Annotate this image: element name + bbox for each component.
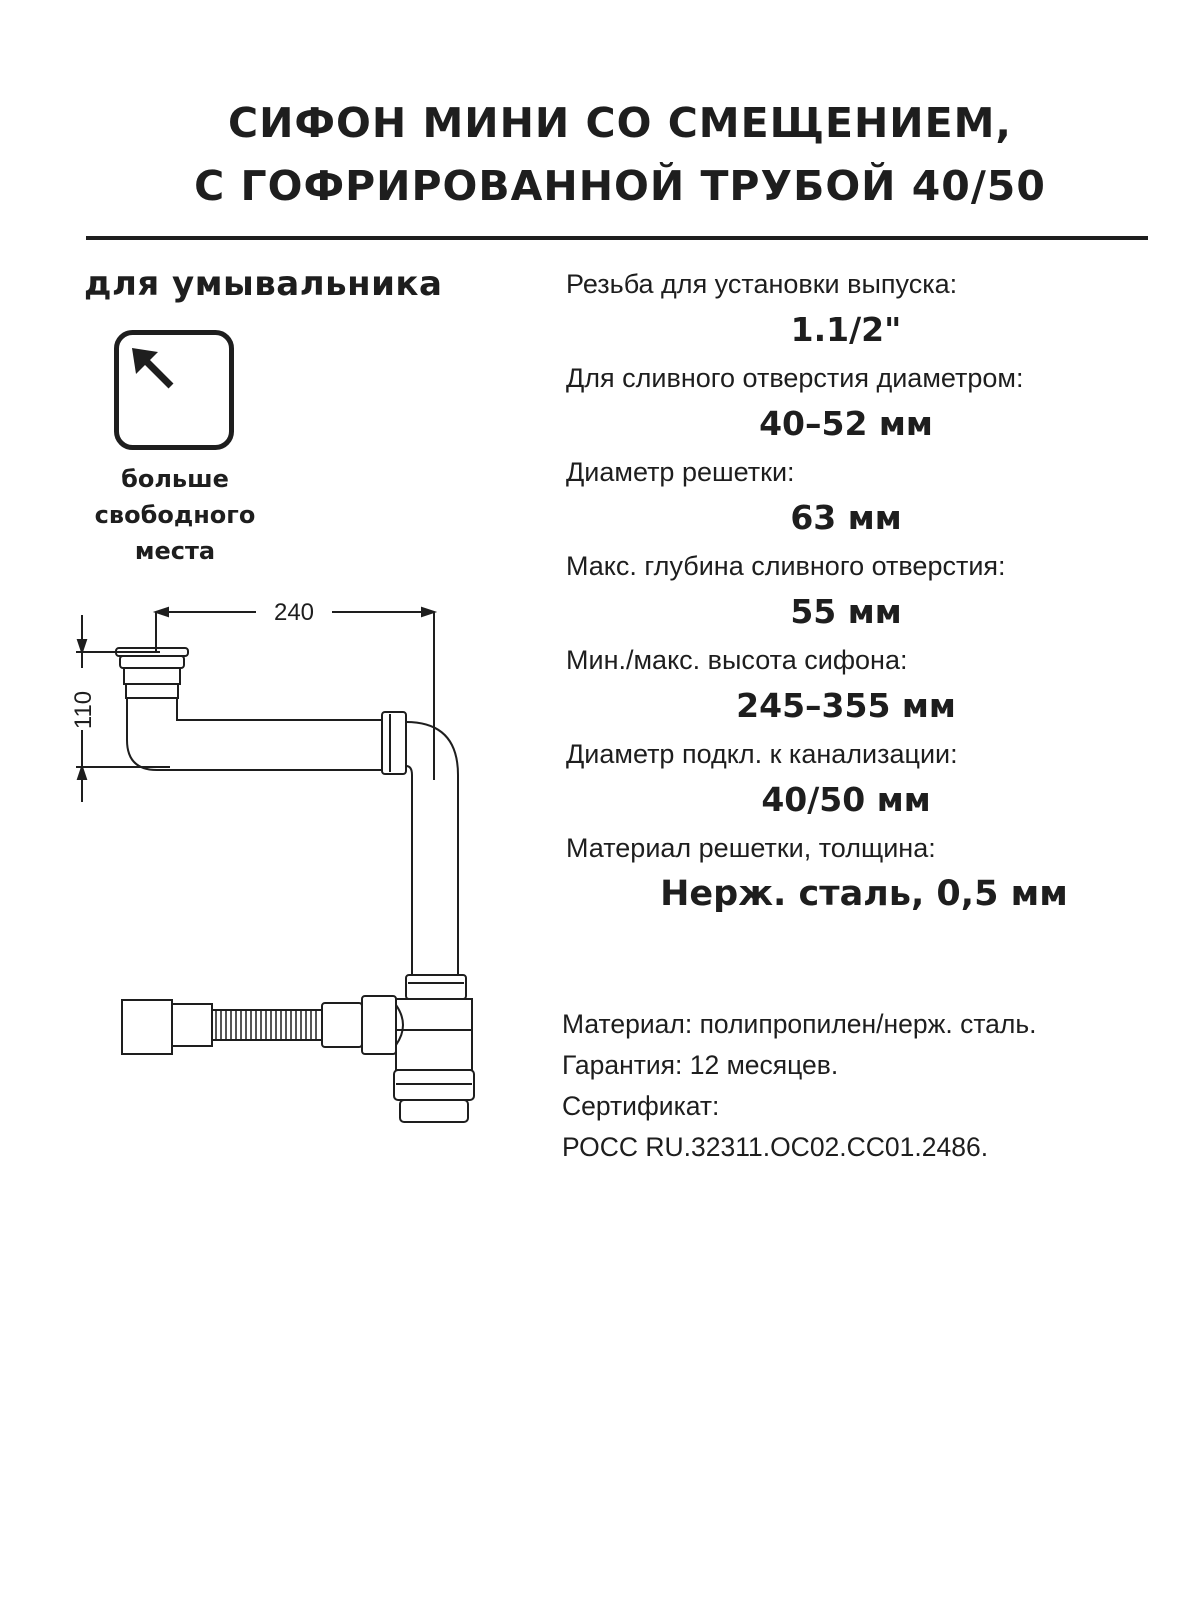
height-dimension-label: 110	[70, 690, 97, 730]
arrow-up-left-icon	[114, 330, 234, 450]
spec-label: Мин./макс. высота сифона:	[566, 645, 908, 675]
badge-caption-line-1: больше	[121, 465, 229, 493]
badge-caption-line-3: места	[134, 537, 216, 565]
spec-value: 63 мм	[790, 498, 902, 537]
certificate-label: Сертификат:	[562, 1091, 720, 1121]
spec-label: Диаметр подкл. к канализации:	[566, 739, 958, 769]
spec-value: 245–355 мм	[736, 686, 956, 725]
width-dimension-label: 240	[273, 599, 315, 626]
spec-label: Диаметр решетки:	[566, 457, 795, 487]
spec-value: 1.1/2"	[790, 310, 902, 349]
product-info	[562, 1004, 1182, 1168]
spec-value: 40–52 мм	[759, 404, 933, 443]
spec-value: 40/50 мм	[761, 780, 931, 819]
spec-list	[566, 264, 1176, 922]
spec-item	[566, 640, 1176, 734]
spec-item	[566, 452, 1176, 546]
spec-label: Материал решетки, толщина:	[566, 833, 936, 863]
title-divider	[86, 236, 1148, 240]
badge-caption	[60, 461, 290, 569]
spec-label: Для сливного отверстия диаметром:	[566, 363, 1024, 393]
title-line-2: С ГОФРИРОВАННОЙ ТРУБОЙ 40/50	[194, 162, 1046, 210]
spec-item	[566, 546, 1176, 640]
title-line-1: СИФОН МИНИ СО СМЕЩЕНИЕМ,	[227, 99, 1012, 147]
spec-label: Макс. глубина сливного отверстия:	[566, 551, 1006, 581]
badge-caption-line-2: свободного	[94, 501, 256, 529]
certificate-number: РОСС RU.32311.ОС02.СС01.2486.	[562, 1132, 989, 1162]
subtitle: для умывальника	[84, 264, 443, 304]
page-title	[0, 92, 1200, 218]
width-dimension-lines	[156, 608, 434, 780]
spec-item	[566, 734, 1176, 828]
siphon-drawing	[60, 590, 520, 1140]
spec-value: Нерж. сталь, 0,5 мм	[660, 874, 1068, 914]
spec-item	[566, 358, 1176, 452]
spec-item	[566, 264, 1176, 358]
material-text: Материал: полипропилен/нерж. сталь.	[562, 1009, 1037, 1039]
spec-item	[566, 828, 1176, 922]
spec-value: 55 мм	[790, 592, 902, 631]
spec-label: Резьба для установки выпуска:	[566, 269, 958, 299]
warranty-text: Гарантия: 12 месяцев.	[562, 1050, 839, 1080]
